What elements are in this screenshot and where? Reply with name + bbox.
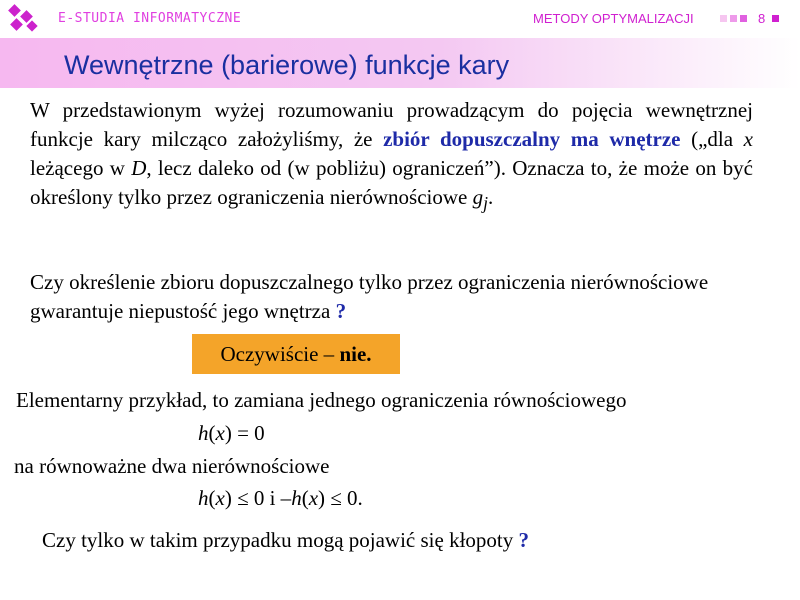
example-line2: na równoważne dwa nierównościowe (14, 454, 330, 478)
text: ( (208, 486, 216, 510)
text: . (487, 185, 494, 209)
var-g: g (472, 185, 484, 209)
text: ) ≤ 0 i – (224, 486, 292, 510)
question-mark: ? (335, 299, 347, 323)
logo-icon (6, 4, 42, 34)
dot-icon (772, 15, 779, 22)
text: („dla (680, 127, 744, 151)
text: , lecz daleko od (w pobliżu) ograniczeń”). Oznacza to, że może on być określony tylko przez ograniczenia nierównościowe (30, 156, 753, 209)
text: ( (301, 486, 309, 510)
var-x: x (215, 486, 225, 510)
course-title: METODY OPTYMALIZACJI (533, 11, 694, 26)
var-h: h (291, 486, 302, 510)
var-j: j (483, 193, 488, 214)
answer-box (192, 334, 400, 374)
var-h: h (198, 421, 209, 445)
answer-bold: nie. (339, 342, 372, 366)
text: ( (208, 421, 216, 445)
var-x: x (215, 421, 225, 445)
var-x: x (308, 486, 319, 510)
equation-1 (198, 421, 265, 446)
var-x: x (743, 127, 753, 151)
dot-icon (740, 15, 747, 22)
dot-icon (720, 15, 727, 22)
brand-text: E-STUDIA INFORMATYCZNE (58, 11, 242, 26)
answer-text: Oczywiście – (220, 342, 340, 366)
equation-2 (198, 486, 363, 511)
text: ) ≤ 0. (318, 486, 363, 510)
text: ) = 0 (224, 421, 265, 445)
final-question (42, 528, 529, 553)
page-dots (720, 12, 750, 24)
text: Czy tylko w takim przypadku mogą pojawić się kłopoty (42, 528, 519, 552)
var-h: h (198, 486, 209, 510)
text: leżącego w (30, 156, 132, 180)
text: Czy określenie zbioru dopuszczalnego tylko przez ograniczenia nierównościowe gwarantuje niepustość jego wnętrza (30, 270, 709, 323)
page-number: 8 (758, 11, 766, 26)
text: W przedstawionym wyżej rozumowaniu prowadzącym do pojęcia wewnętrznej funkcje kary milcząco założyliśmy, że (30, 98, 753, 151)
paragraph-question (30, 268, 770, 326)
example-line1: Elementarny przykład, to zamiana jednego ograniczenia równościowego (16, 388, 627, 412)
paragraph-intro (30, 96, 753, 218)
header-bar (0, 0, 800, 38)
slide-title: Wewnętrzne (barierowe) funkcje kary (64, 50, 510, 80)
highlight-text: zbiór dopuszczalny ma wnętrze (383, 127, 681, 151)
dot-icon (730, 15, 737, 22)
var-d: D (131, 156, 147, 180)
question-mark: ? (518, 528, 529, 552)
